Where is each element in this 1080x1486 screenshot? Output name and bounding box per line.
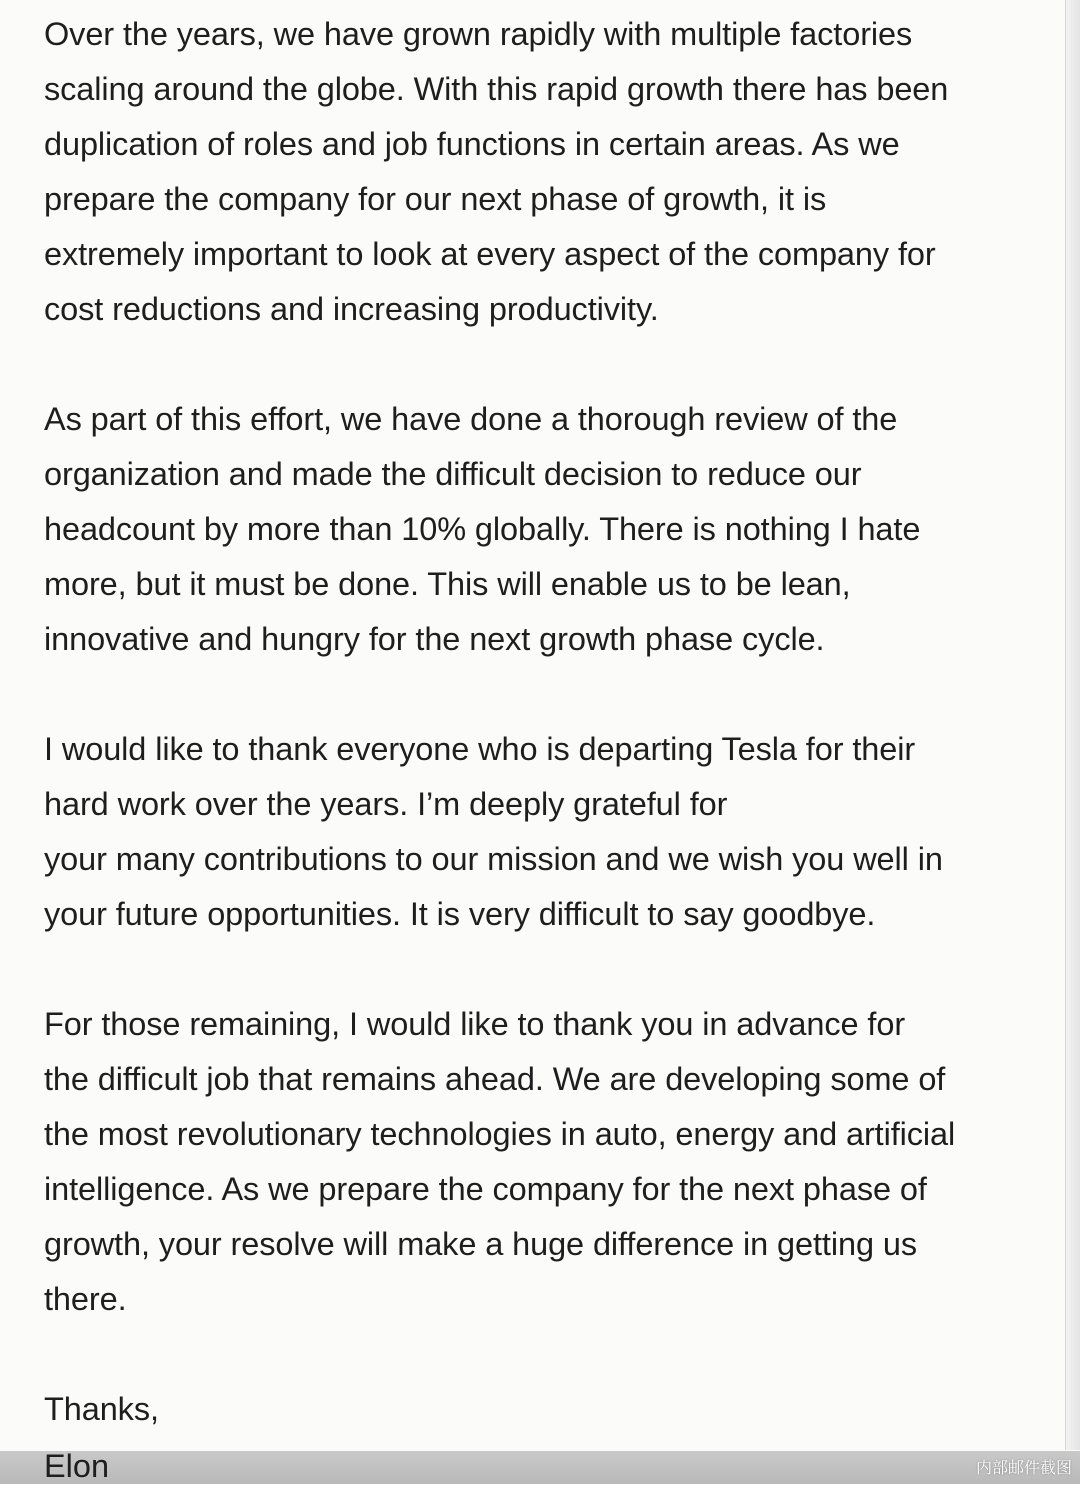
paragraph-line: Over the years, we have grown rapidly with multiple factories — [44, 16, 913, 52]
paragraph-line: intelligence. As we prepare the company for the next phase of — [44, 1171, 927, 1207]
paragraph-line: your future opportunities. It is very difficult to say goodbye. — [44, 896, 876, 932]
paragraph-line: the most revolutionary technologies in auto, energy and artificial — [44, 1116, 956, 1152]
paragraph-line: As part of this effort, we have done a thorough review of the — [44, 401, 898, 437]
paragraph-line: growth, your resolve will make a huge difference in getting us — [44, 1226, 917, 1262]
paragraph-line: there. — [44, 1281, 127, 1317]
paragraph-line: duplication of roles and job functions in certain areas. As we — [44, 126, 900, 162]
paragraph-line: I would like to thank everyone who is departing Tesla for their — [44, 731, 916, 767]
paragraph-line: For those remaining, I would like to thank you in advance for — [44, 1006, 906, 1042]
paragraph-line: extremely important to look at every aspect of the company for — [44, 236, 936, 272]
bottom-bar — [0, 1451, 1080, 1484]
paragraph-line: cost reductions and increasing productivity. — [44, 291, 659, 327]
paragraph-line: hard work over the years. I’m deeply grateful for — [44, 786, 728, 822]
paragraph-line: organization and made the difficult decision to reduce our — [44, 456, 862, 492]
watermark-label: 内部邮件截图 — [975, 1458, 1072, 1477]
paragraph-line: prepare the company for our next phase of growth, it is — [44, 181, 827, 217]
paragraph-1 — [44, 7, 1054, 337]
scrollbar-track[interactable] — [1065, 0, 1080, 1450]
paragraph-2 — [44, 392, 1054, 667]
paragraph-line: innovative and hungry for the next growth phase cycle. — [44, 621, 825, 657]
email-body — [44, 7, 1054, 1437]
closing-text: Thanks, — [44, 1391, 159, 1427]
paragraph-4 — [44, 997, 1054, 1327]
paragraph-line: scaling around the globe. With this rapid growth there has been — [44, 71, 949, 107]
paragraph-line: more, but it must be done. This will enable us to be lean, — [44, 566, 851, 602]
paragraph-line: the difficult job that remains ahead. We are developing some of — [44, 1061, 946, 1097]
paragraph-3 — [44, 722, 1054, 942]
paragraph-line: headcount by more than 10% globally. There is nothing I hate — [44, 511, 921, 547]
signature-name: Elon — [44, 1448, 110, 1484]
paragraph-line: your many contributions to our mission and we wish you well in — [44, 841, 943, 877]
